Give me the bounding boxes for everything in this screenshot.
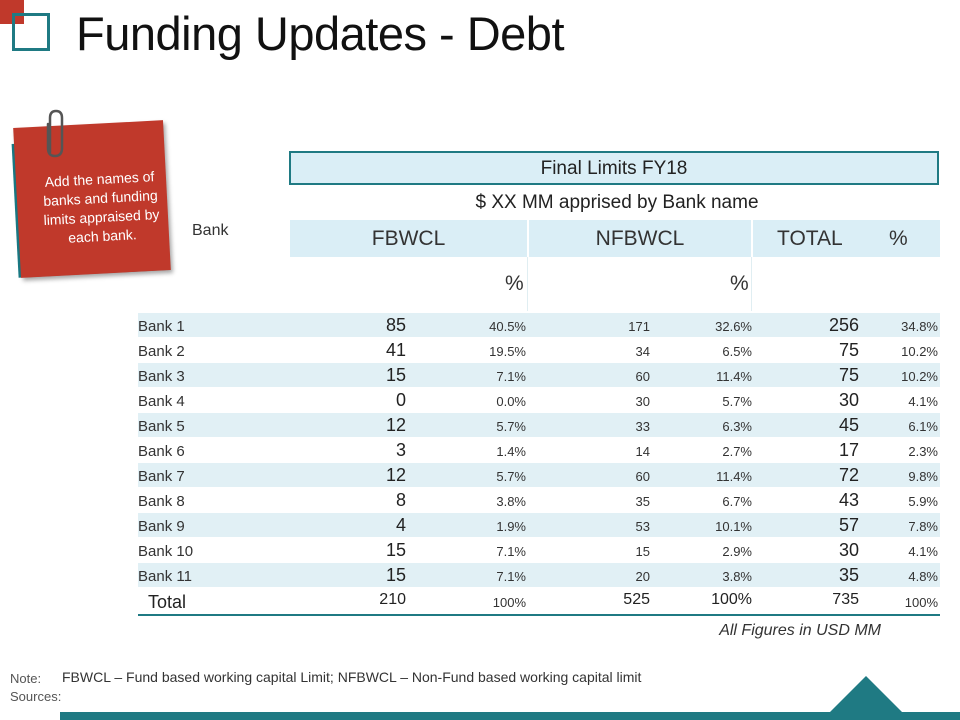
row-total-pct: 7.8% [908, 519, 938, 534]
row-total: 256 [828, 315, 859, 335]
row-fbwcl: 4 [395, 515, 406, 535]
row-bank: Bank 1 [138, 318, 185, 335]
table-row [138, 463, 940, 487]
row-fbwcl-pct: 7.1% [496, 369, 526, 384]
total-label: Total [148, 592, 187, 612]
row-fbwcl-pct: 5.7% [496, 469, 526, 484]
footer-bar [60, 712, 960, 720]
table-row [138, 488, 940, 512]
row-fbwcl: 12 [385, 415, 406, 435]
row-total-pct: 10.2% [901, 344, 938, 359]
row-nfbwcl-pct: 10.1% [715, 519, 752, 534]
note-text: FBWCL – Fund based working capital Limit; NFBWCL – Non-Fund based working capital limit [62, 669, 642, 685]
column-divider [527, 257, 528, 311]
row-fbwcl: 41 [385, 340, 406, 360]
title-square-icon [12, 13, 50, 51]
row-fbwcl-pct: 1.4% [496, 444, 526, 459]
table-row [138, 563, 940, 587]
bank-column-header: Bank [192, 222, 229, 239]
total-column-header: TOTAL [777, 227, 843, 250]
row-total-pct: 4.1% [908, 394, 938, 409]
row-bank: Bank 5 [138, 418, 185, 435]
row-fbwcl: 12 [385, 465, 406, 485]
row-fbwcl: 3 [395, 440, 406, 460]
row-nfbwcl: 30 [635, 394, 650, 409]
table-row [138, 338, 940, 362]
row-nfbwcl: 35 [635, 494, 650, 509]
row-nfbwcl: 14 [635, 444, 650, 459]
fbwcl-column-header: FBWCL [290, 220, 527, 257]
row-nfbwcl-pct: 11.4% [716, 469, 752, 484]
row-fbwcl: 8 [395, 490, 406, 510]
row-fbwcl: 85 [385, 315, 406, 335]
row-total-pct: 4.8% [908, 569, 938, 584]
row-bank: Bank 10 [138, 543, 194, 560]
table-row [138, 538, 940, 562]
row-total: 17 [838, 440, 859, 460]
row-nfbwcl: 33 [635, 419, 650, 434]
row-fbwcl-pct: 7.1% [496, 544, 526, 559]
row-bank: Bank 6 [138, 443, 185, 460]
row-total-pct: 4.1% [908, 544, 938, 559]
row-bank: Bank 7 [138, 468, 185, 485]
row-fbwcl-pct: 7.1% [496, 569, 526, 584]
row-nfbwcl: 60 [635, 369, 650, 384]
row-total-pct: 34.8% [901, 319, 938, 334]
row-total-pct: 10.2% [901, 369, 938, 384]
row-nfbwcl-pct: 5.7% [722, 394, 752, 409]
row-nfbwcl-pct: 6.7% [722, 494, 752, 509]
row-total-pct: 5.9% [908, 494, 938, 509]
row-nfbwcl-pct: 3.8% [722, 569, 752, 584]
row-total: 75 [838, 365, 859, 385]
row-nfbwcl-pct: 11.4% [716, 369, 752, 384]
total-fbwcl: 210 [379, 591, 406, 608]
table-row [138, 413, 940, 437]
row-nfbwcl: 53 [635, 519, 650, 534]
nfbwcl-pct-header: % [730, 272, 749, 295]
fbwcl-pct-header: % [505, 272, 524, 295]
column-divider [751, 257, 752, 311]
total-total-pct: 100% [904, 595, 938, 610]
row-bank: Bank 2 [138, 343, 185, 360]
row-nfbwcl-pct: 2.9% [722, 544, 752, 559]
total-pct-column-header: % [889, 227, 908, 250]
row-nfbwcl-pct: 6.3% [722, 419, 752, 434]
row-total-pct: 9.8% [908, 469, 938, 484]
sticky-note-text: Add the names of banks and funding limits appraised by each bank. [42, 168, 160, 246]
row-fbwcl-pct: 5.7% [496, 419, 526, 434]
total-fbwcl-pct: 100% [492, 595, 526, 610]
row-fbwcl: 0 [395, 390, 406, 410]
row-nfbwcl: 171 [628, 319, 650, 334]
table-row [138, 513, 940, 537]
sources-label: Sources: [10, 689, 62, 704]
row-total: 72 [838, 465, 859, 485]
row-nfbwcl: 60 [635, 469, 650, 484]
total-nfbwcl: 525 [623, 591, 650, 608]
total-row [138, 588, 940, 616]
row-total: 35 [838, 565, 859, 585]
row-nfbwcl: 15 [635, 544, 650, 559]
figures-note: All Figures in USD MM [719, 622, 881, 639]
row-total: 45 [838, 415, 859, 435]
table-row [138, 438, 940, 462]
row-fbwcl-pct: 19.5% [489, 344, 526, 359]
row-nfbwcl: 20 [635, 569, 650, 584]
nfbwcl-column-header: NFBWCL [529, 220, 751, 257]
row-fbwcl: 15 [385, 540, 406, 560]
row-total-pct: 2.3% [908, 444, 938, 459]
row-bank: Bank 8 [138, 493, 185, 510]
total-total: 735 [832, 591, 859, 608]
table-row [138, 388, 940, 412]
row-fbwcl: 15 [385, 365, 406, 385]
paperclip-icon [42, 108, 68, 160]
total-nfbwcl-pct: 100% [711, 591, 752, 608]
row-total-pct: 6.1% [908, 419, 938, 434]
row-total: 75 [838, 340, 859, 360]
footer-triangle-accent [830, 676, 902, 712]
row-nfbwcl: 34 [635, 344, 650, 359]
row-bank: Bank 9 [138, 518, 185, 535]
note-label: Note: [10, 671, 42, 686]
page-title: Funding Updates - Debt [76, 7, 565, 60]
row-total: 30 [838, 390, 859, 410]
row-fbwcl: 15 [385, 565, 406, 585]
row-fbwcl-pct: 1.9% [496, 519, 526, 534]
row-total: 43 [838, 490, 859, 510]
row-bank: Bank 4 [138, 393, 185, 410]
row-nfbwcl-pct: 2.7% [722, 444, 752, 459]
total-column-header-cell [753, 220, 940, 257]
row-bank: Bank 3 [138, 368, 185, 385]
row-fbwcl-pct: 3.8% [496, 494, 526, 509]
table-row [138, 363, 940, 387]
row-nfbwcl-pct: 6.5% [722, 344, 752, 359]
table-title: Final Limits FY18 [289, 151, 939, 185]
row-total: 30 [838, 540, 859, 560]
table-row [138, 313, 940, 337]
row-bank: Bank 11 [138, 568, 192, 585]
row-fbwcl-pct: 0.0% [496, 394, 526, 409]
row-fbwcl-pct: 40.5% [489, 319, 526, 334]
table-subtitle: $ XX MM apprised by Bank name [475, 192, 759, 213]
row-nfbwcl-pct: 32.6% [715, 319, 752, 334]
row-total: 57 [838, 515, 859, 535]
